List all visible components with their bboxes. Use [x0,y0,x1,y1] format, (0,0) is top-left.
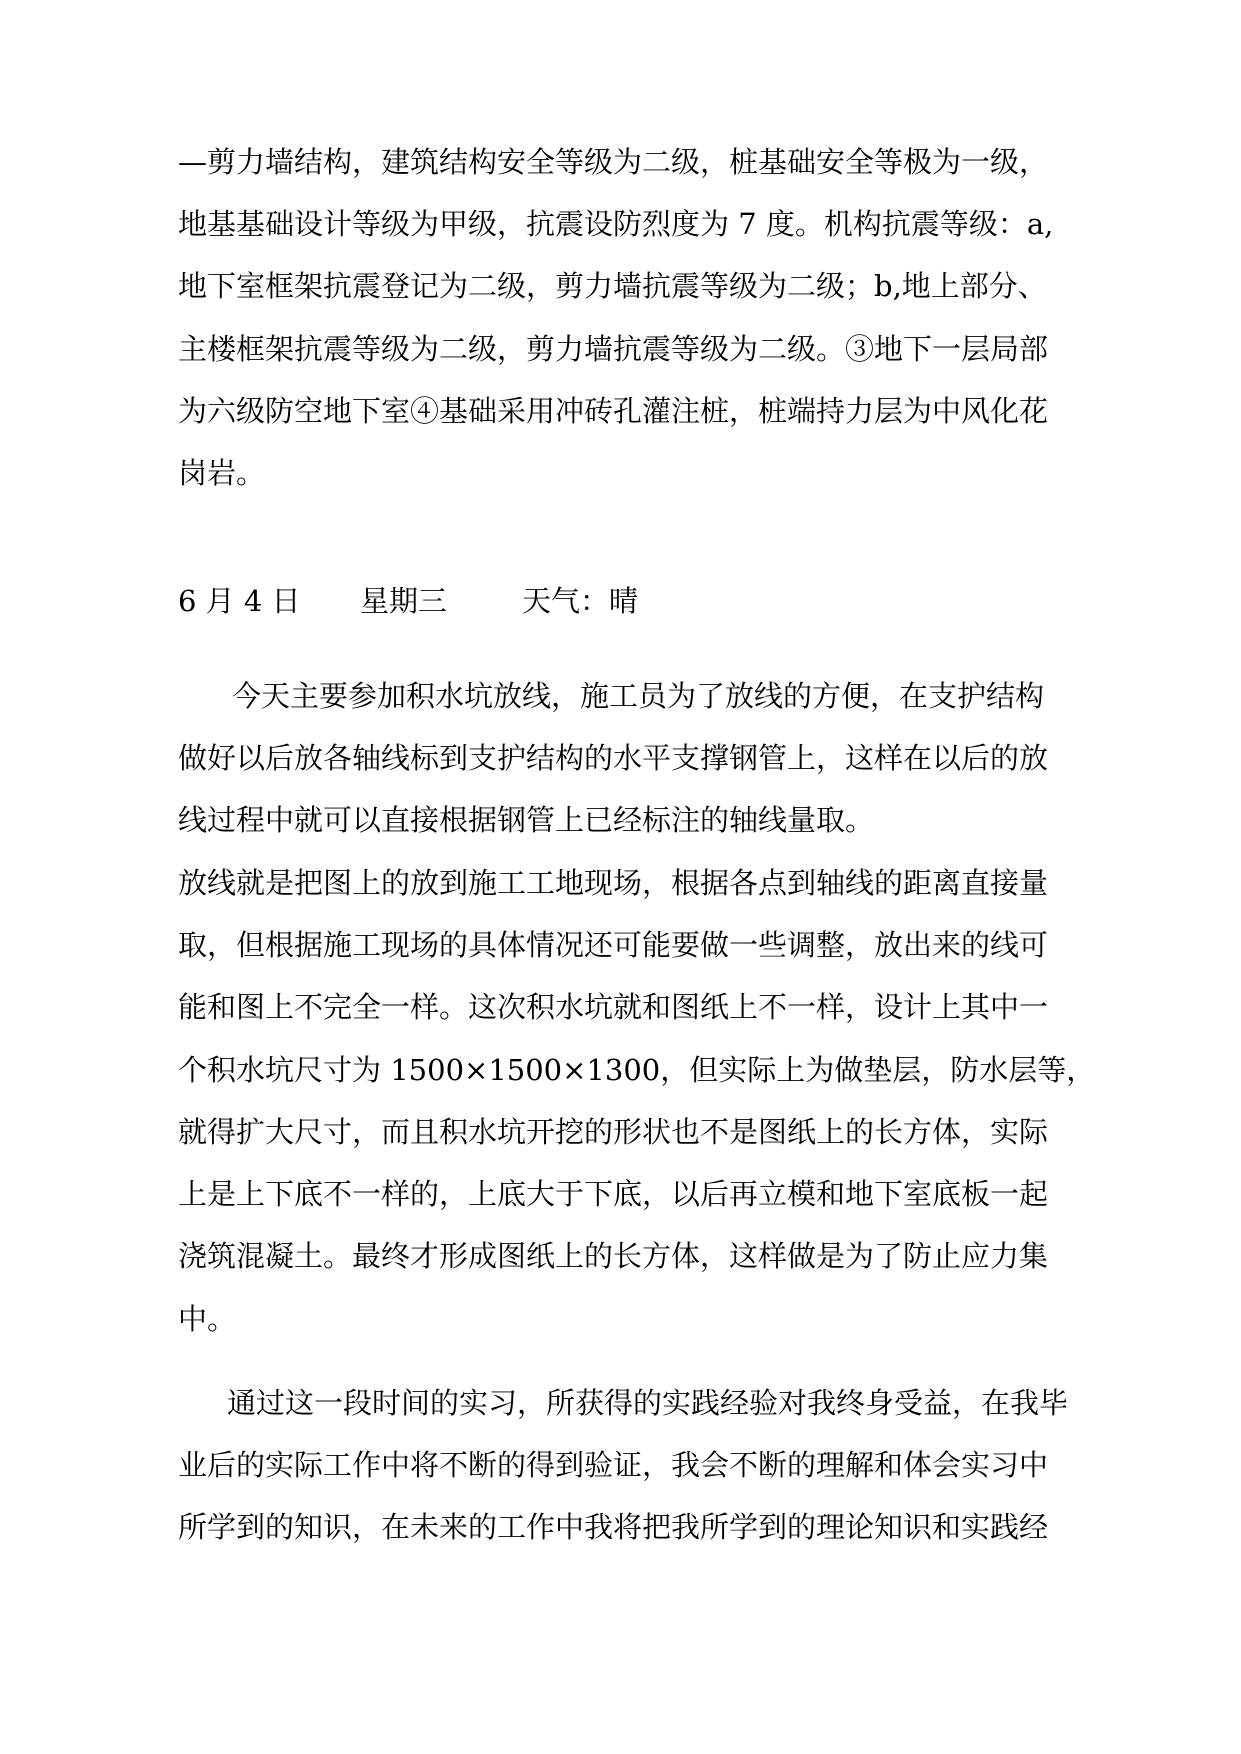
text-line: 就得扩大尺寸，而且积水坑开挖的形状也不是图纸上的长方体，实际 [178,1115,1049,1149]
text-line: 取，但根据施工现场的具体情况还可能要做一些调整，放出来的线可 [178,928,1049,962]
text-line: 为六级防空地下室④基础采用冲砖孔灌注桩，桩端持力层为中风化花 [178,394,1049,428]
text-line: 线过程中就可以直接根据钢管上已经标注的轴线量取。 [178,803,875,837]
text-line: 上是上下底不一样的，上底大于下底，以后再立模和地下室底板一起 [178,1177,1049,1211]
text-line: 能和图上不完全一样。这次积水坑就和图纸上不一样，设计上其中一 [178,990,1049,1024]
text-line: 通过这一段时间的实习，所获得的实践经验对我终身受益，在我毕 [227,1386,1069,1420]
text-line: 个积水坑尺寸为 1500×1500×1300，但实际上为做垫层，防水层等， [178,1053,1096,1087]
text-line: 放线就是把图上的放到施工工地现场，根据各点到轴线的距离直接量 [178,866,1049,900]
text-line: 地基基础设计等级为甲级，抗震设防烈度为 7 度。机构抗震等级：a, [178,207,1054,241]
diary-weather: 天气：晴 [522,584,639,618]
text-line: 所学到的知识，在未来的工作中我将把我所学到的理论知识和实践经 [178,1510,1049,1544]
text-line: 岗岩。 [178,456,266,490]
text-line: 中。 [178,1302,237,1336]
text-line: 做好以后放各轴线标到支护结构的水平支撑钢管上，这样在以后的放 [178,741,1049,775]
text-line: 地下室框架抗震登记为二级，剪力墙抗震等级为二级；b,地上部分、 [178,269,1047,303]
text-line: 今天主要参加积水坑放线，施工员为了放线的方便，在支护结构 [232,679,1045,713]
diary-weekday: 星期三 [360,584,448,618]
text-line: 业后的实际工作中将不断的得到验证，我会不断的理解和体会实习中 [178,1448,1049,1482]
text-line: 浇筑混凝土。最终才形成图纸上的长方体，这样做是为了防止应力集 [178,1239,1049,1273]
text-line: —剪力墙结构，建筑结构安全等级为二级，桩基础安全等极为一级， [178,145,1049,179]
text-line: 主楼框架抗震等级为二级，剪力墙抗震等级为二级。③地下一层局部 [178,332,1049,366]
diary-date: 6 月 4 日 [178,584,301,618]
